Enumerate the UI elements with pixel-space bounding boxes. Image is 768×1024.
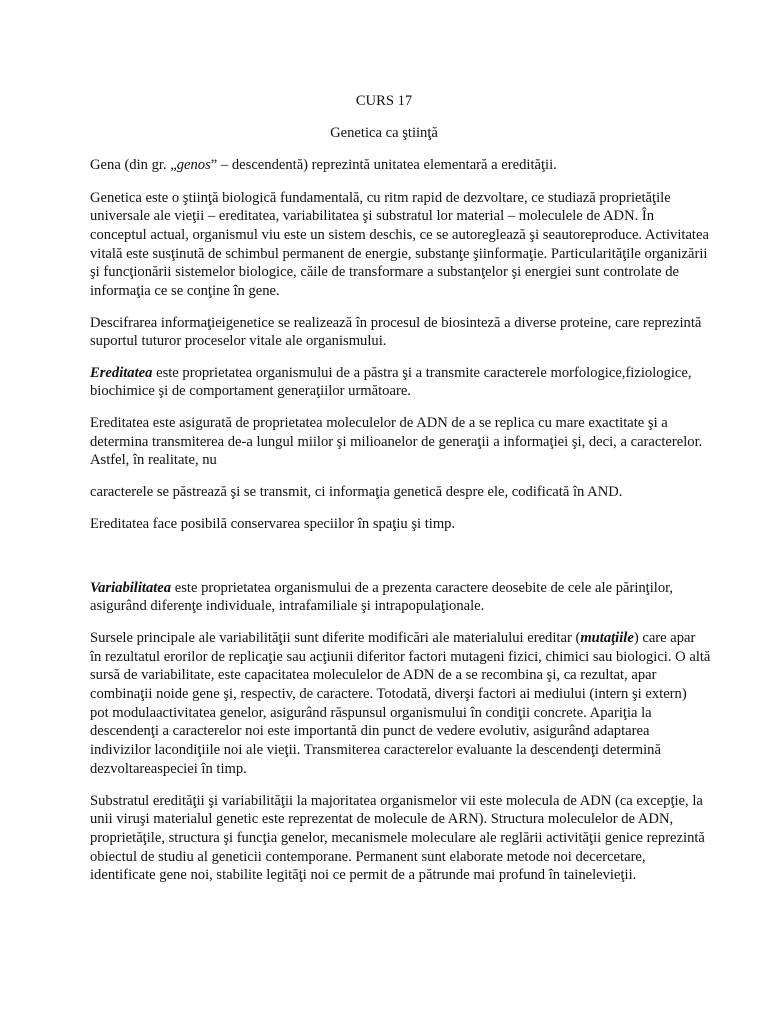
paragraph-descifrarea-line: Descifrarea informaţieigenetice se realizează în procesul de biosinteză a diverse proteine, care reprezintă (90, 315, 702, 331)
paragraph-surse-line: pot modulaactivitatea genelor, asigurând răspunsul organismului în condiţii concrete. Apariţia la (90, 705, 652, 721)
paragraph-genetica-line: conceptul actual, organismul viu este un sistem deschis, ce se autoreglează şi seautoreproduce. Activitatea (90, 227, 709, 243)
paragraph-caracterele: caracterele se păstrează şi se transmit, ci informaţia genetică despre ele, codificată în AND. (90, 484, 623, 500)
text-run: Gena (din gr. „ (90, 157, 177, 173)
text-run: este proprietatea organismului de a prezenta caractere deosebite de cele ale părinţilor, (171, 580, 674, 596)
document-subtitle: Genetica ca ştiinţă (330, 125, 438, 141)
paragraph-ereditatea-def-line: biochimice şi de comportament generaţiilor următoare. (90, 383, 411, 399)
paragraph-surse-line: sursă de variabilitate, este capacitatea moleculelor de ADN de a se recombina şi, ca rezultat, apar (90, 667, 657, 683)
paragraph-ereditatea-def-line (90, 364, 692, 383)
paragraph-gena-definition (90, 156, 557, 175)
term-mutatiile: mutaţiile (580, 630, 634, 646)
text-run: ) care apar (633, 630, 696, 646)
paragraph-ereditatea-adn-line: Ereditatea este asigurată de proprietatea moleculelor de ADN de a se replica cu mare exactitate şi a (90, 415, 668, 431)
italic-term-genos: genos (176, 157, 211, 173)
text-run: este proprietatea organismului de a păstra şi a transmite caracterele morfologice,fiziologice, (152, 365, 692, 381)
paragraph-surse-line: indivizilor lacondiţiile noi ale vieţii. Transmiterea caracterelor evaluante la descendenţi determină (90, 742, 661, 758)
term-ereditatea: Ereditatea (90, 365, 153, 381)
paragraph-surse-line: dezvoltareaspeciei în timp. (90, 761, 247, 777)
paragraph-genetica-line: universale ale vieţii – ereditatea, variabilitatea şi substratul lor material – moleculele de ADN. În (90, 208, 655, 224)
paragraph-substratul-line: proprietăţile, structura şi funcţia genelor, mecanismele moleculare ale reglării activităţii genice reprezintă (90, 830, 705, 846)
paragraph-genetica-line: şi funcţionării sistemelor biologice, căile de transformare a substanţelor şi energiei sunt controlate de (90, 264, 679, 280)
paragraph-substratul-line: unii viruşi materialul genetic este reprezentat de molecule de ARN). Structura moleculelor de ADN, (90, 811, 674, 827)
paragraph-descifrarea-line: suportul tuturor proceselor vitale ale organismului. (90, 333, 387, 349)
paragraph-substratul-line: obiectul de studiu al geneticii contemporane. Permanent sunt elaborate metode noi decercetare, (90, 849, 646, 865)
text-run: Sursele principale ale variabilităţii sunt diferite modificări ale materialului ereditar ( (90, 630, 581, 646)
paragraph-surse-line (90, 629, 695, 648)
paragraph-surse-line: combinaţii noide gene şi, respectiv, de caractere. Totodată, diverşi factori ai mediului (intern şi extern) (90, 686, 687, 702)
term-variabilitatea: Variabilitatea (90, 580, 172, 596)
paragraph-conservarea: Ereditatea face posibilă conservarea speciilor în spaţiu şi timp. (90, 516, 456, 532)
paragraph-genetica-line: Genetica este o ştiinţă biologică fundamentală, cu ritm rapid de dezvoltare, ce studiază proprietăţile (90, 190, 671, 206)
paragraph-surse-line: descendenţi a caracterelor noi este importantă din punct de vedere evolutiv, asigurând adaptarea (90, 723, 650, 739)
paragraph-surse-line: în rezultatul erorilor de replicaţie sau acţiunii diferitor factori mutageni fizici, chimici sau biologici. O altă (90, 649, 711, 665)
paragraph-ereditatea-adn-line: Astfel, în realitate, nu (90, 452, 217, 468)
paragraph-substratul-line: identificate gene noi, stabilite legităţi noi ce permit de a pătrunde mai profund în tainelevieţii. (90, 867, 637, 883)
document-title: CURS 17 (355, 93, 413, 109)
paragraph-ereditatea-adn-line: determina transmiterea de-a lungul miilor şi milioanelor de generaţii a informaţiei şi, deci, a caracterelor. (90, 434, 703, 450)
paragraph-genetica-line: vitală este susţinută de schimbul permanent de energie, substanţe şiinformaţie. Particularităţile organizării (90, 246, 708, 262)
paragraph-variabilitatea-def-line: asigurând diferenţe individuale, intrafamiliale şi intrapopulaţionale. (90, 598, 485, 614)
paragraph-genetica-line: informaţia ce se conţine în gene. (90, 283, 280, 299)
paragraph-variabilitatea-def-line (90, 579, 673, 598)
paragraph-substratul-line: Substratul eredităţii şi variabilităţii la majoritatea organismelor vii este molecula de ADN (ca excepţie, la (90, 793, 703, 809)
text-run: ” – descendentă) reprezintă unitatea elementară a eredităţii. (210, 157, 557, 173)
